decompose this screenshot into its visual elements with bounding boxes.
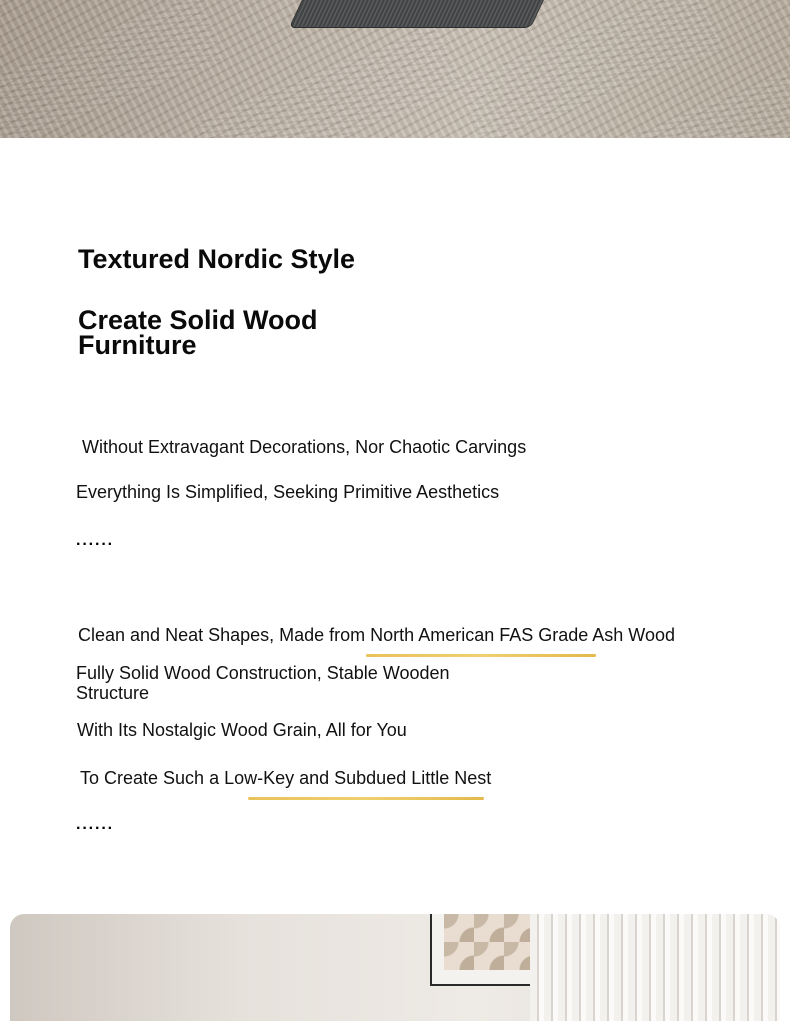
- detail-line-2: Fully Solid Wood Construction, Stable Wooden Structure: [76, 663, 450, 703]
- title-nordic-style: Textured Nordic Style: [78, 244, 356, 274]
- detail-line-1: Clean and Neat Shapes, Made from North American FAS Grade Ash Wood: [78, 625, 675, 645]
- title-solid-wood: Create Solid Wood Furniture: [78, 305, 318, 360]
- detail-line-4: To Create Such a Low-Key and Subdued Little Nest: [80, 768, 492, 788]
- detail-line-3: With Its Nostalgic Wood Grain, All for You: [77, 720, 407, 740]
- floor-plank: [196, 24, 463, 138]
- living-room-photo: [10, 914, 780, 1021]
- highlight-underline: [248, 797, 484, 800]
- dots-divider: ······: [76, 820, 114, 837]
- intro-line-2: Everything Is Simplified, Seeking Primitive Aesthetics: [76, 482, 500, 502]
- highlight-underline: [366, 654, 596, 657]
- rug: [289, 0, 553, 28]
- floor-photo: [0, 0, 790, 138]
- intro-line-1: Without Extravagant Decorations, Nor Chaotic Carvings: [82, 437, 527, 457]
- fluted-wall-panel: [530, 914, 780, 1021]
- dots-divider: ······: [76, 536, 114, 553]
- floor-plank: [0, 0, 224, 138]
